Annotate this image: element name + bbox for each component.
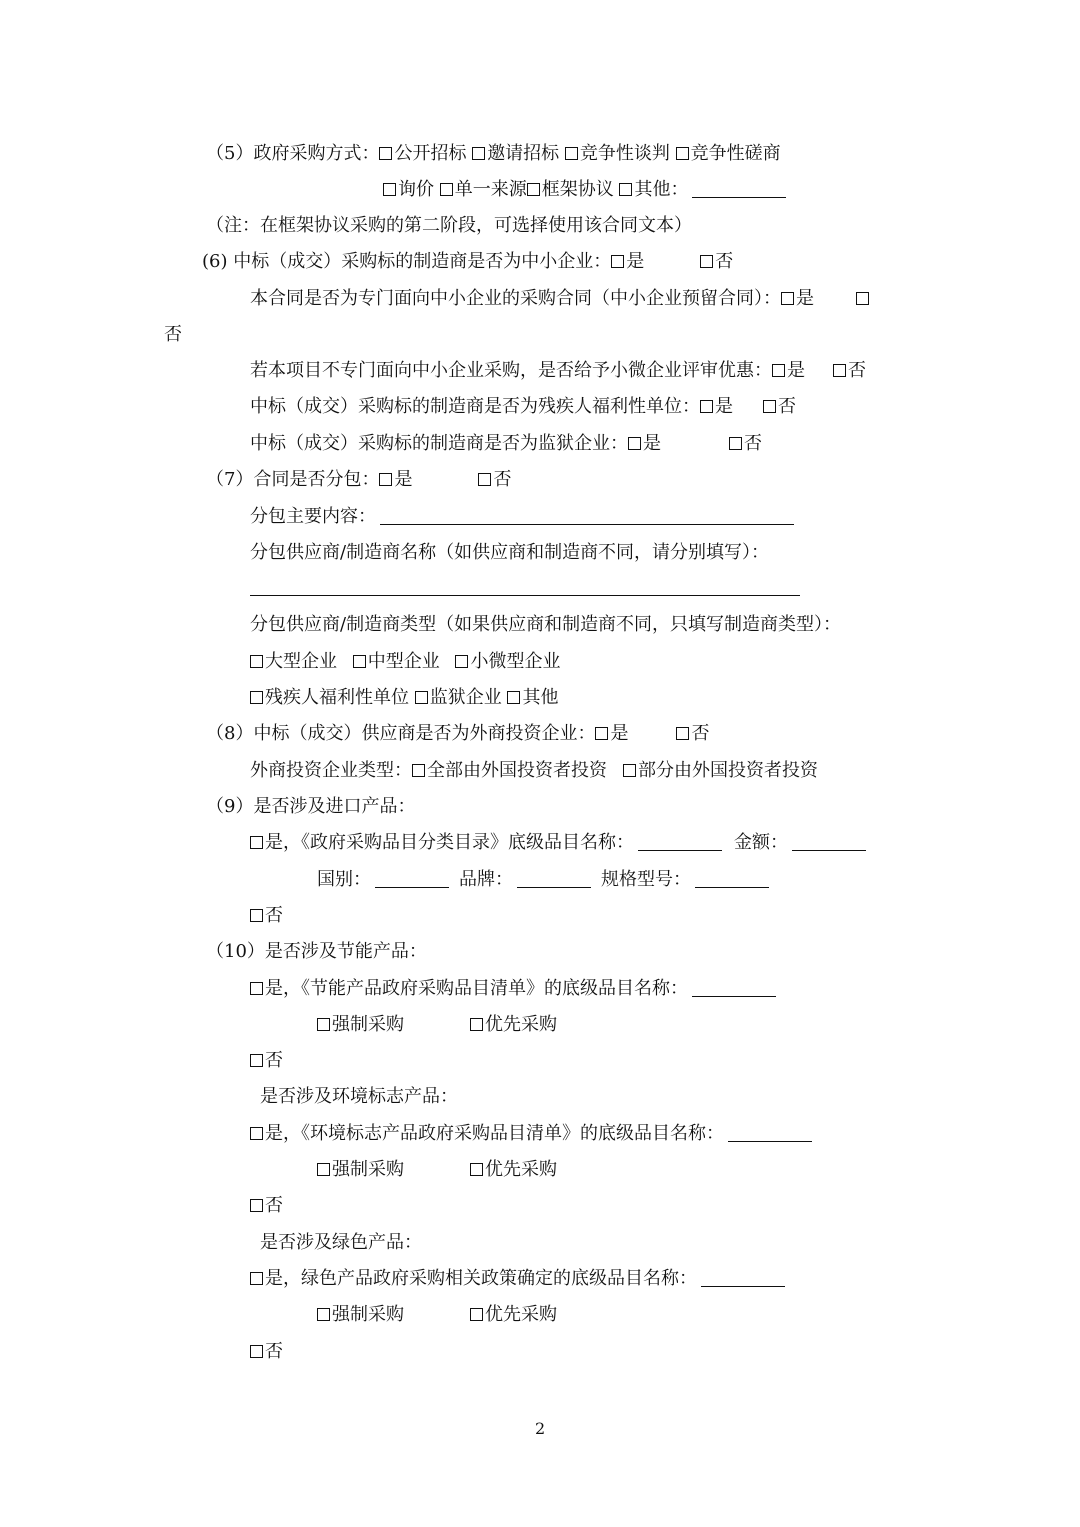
page-number: 2 (535, 1419, 546, 1438)
subcontract-question: （7）合同是否分包： 是 否 (206, 469, 512, 490)
small-micro-yes[interactable]: 是 (772, 359, 805, 383)
energy-item-blank[interactable] (692, 978, 776, 997)
option-open-tender[interactable]: 公开招标 (379, 142, 466, 166)
checkbox[interactable] (317, 1163, 330, 1176)
checkbox[interactable] (250, 1054, 263, 1067)
disabled-welfare-yes[interactable]: 是 (700, 395, 733, 419)
type-prison[interactable]: 监狱企业 (415, 686, 502, 710)
energy-no[interactable]: 否 (250, 1049, 283, 1073)
procurement-method-line-1 (206, 142, 781, 166)
sme-reserved-question: 本合同是否为专门面向中小企业的采购合同（中小企业预留合同）： 是 (250, 287, 871, 311)
checkbox[interactable] (628, 437, 641, 450)
checkbox[interactable] (317, 1018, 330, 1031)
foreign-type-partial[interactable]: 部分由外国投资者投资 (623, 759, 818, 783)
eco-label-yes-line: 是，《环境标志产品政府采购品目清单》的底级品目名称： (250, 1122, 812, 1146)
small-micro-no[interactable]: 否 (833, 359, 866, 383)
imported-detail-line: 国别： 品牌： 规格型号： (317, 868, 769, 892)
other-blank[interactable] (692, 179, 786, 198)
subcontract-content-line: 分包主要内容： (250, 505, 794, 529)
checkbox[interactable] (472, 147, 485, 160)
foreign-investment-type-line: 外商投资企业类型： 全部由外国投资者投资 部分由外国投资者投资 (250, 760, 818, 781)
imported-yes-line: 是，《政府采购品目分类目录》底级品目名称： 金额： (250, 831, 866, 855)
checkbox[interactable] (623, 764, 636, 777)
imported-yes-checkbox[interactable] (250, 836, 263, 849)
type-large[interactable]: 大型企业 (250, 650, 337, 674)
prison-enterprise-question: 中标（成交）采购标的制造商是否为监狱企业： 是 否 (250, 433, 762, 454)
country-blank[interactable] (375, 869, 449, 888)
foreign-yes[interactable]: 是 (595, 722, 628, 746)
eco-label-question: 是否涉及环境标志产品： (260, 1086, 458, 1107)
model-blank[interactable] (695, 869, 769, 888)
type-disabled-welfare[interactable]: 残疾人福利性单位 (250, 686, 409, 710)
checkbox[interactable] (470, 1018, 483, 1031)
sme-no[interactable]: 否 (700, 250, 733, 274)
framework-note: （注：在框架协议采购的第二阶段，可选择使用该合同文本） (206, 215, 692, 236)
green-item-blank[interactable] (701, 1268, 785, 1287)
checkbox[interactable] (763, 400, 776, 413)
energy-saving-mode-line (317, 1013, 557, 1037)
checkbox[interactable] (250, 655, 263, 668)
disabled-welfare-no[interactable]: 否 (763, 395, 796, 419)
foreign-investment-question: （8）中标（成交）供应商是否为外商投资企业： 是 否 (206, 723, 710, 744)
type-medium[interactable]: 中型企业 (353, 650, 440, 674)
energy-priority[interactable]: 优先采购 (470, 1013, 557, 1037)
sme-yes[interactable]: 是 (611, 250, 644, 274)
green-no[interactable]: 否 (250, 1340, 283, 1364)
foreign-no[interactable]: 否 (676, 722, 709, 746)
subcontractor-types-line-1 (250, 650, 560, 674)
green-mandatory[interactable]: 强制采购 (317, 1303, 404, 1327)
energy-yes-checkbox[interactable] (250, 982, 263, 995)
subcontract-no[interactable]: 否 (478, 468, 511, 492)
checkbox[interactable] (379, 147, 392, 160)
option-inquiry[interactable]: 询价 (383, 178, 434, 202)
checkbox[interactable] (440, 183, 453, 196)
checkbox[interactable] (700, 255, 713, 268)
sme-reserved-yes[interactable]: 是 (781, 287, 814, 311)
subcontractor-type-label: 分包供应商/制造商类型（如果供应商和制造商不同，只填写制造商类型）： (250, 614, 842, 635)
eco-priority[interactable]: 优先采购 (470, 1158, 557, 1182)
sme-question: (6) 中标（成交）采购标的制造商是否为中小企业： 是 否 (202, 251, 734, 272)
procurement-method-label: （5）政府采购方式： (206, 143, 380, 164)
prison-enterprise-yes[interactable]: 是 (628, 432, 661, 456)
green-product-mode-line (317, 1303, 557, 1327)
checkbox[interactable] (412, 764, 425, 777)
checkbox[interactable] (379, 473, 392, 486)
disabled-welfare-question: 中标（成交）采购标的制造商是否为残疾人福利性单位： 是 否 (250, 396, 796, 417)
type-other[interactable]: 其他 (507, 686, 558, 710)
checkbox[interactable] (470, 1308, 483, 1321)
green-product-yes-line: 是，绿色产品政府采购相关政策确定的底级品目名称： (250, 1267, 785, 1291)
option-competitive-negotiation[interactable]: 竞争性谈判 (565, 142, 670, 166)
amount-blank[interactable] (792, 832, 866, 851)
option-single-source[interactable]: 单一来源 (440, 178, 527, 202)
energy-mandatory[interactable]: 强制采购 (317, 1013, 404, 1037)
catalog-item-blank[interactable] (638, 832, 722, 851)
prison-enterprise-no[interactable]: 否 (729, 432, 762, 456)
subcontractor-types-line-2 (250, 686, 558, 710)
imported-product-question: （9）是否涉及进口产品： (206, 796, 416, 817)
eco-mandatory[interactable]: 强制采购 (317, 1158, 404, 1182)
foreign-type-full[interactable]: 全部由外国投资者投资 (412, 759, 607, 783)
sme-reserved-no-label: 否 (164, 324, 182, 345)
checkbox[interactable] (772, 364, 785, 377)
energy-saving-yes-line: 是，《节能产品政府采购品目清单》的底级品目名称： (250, 977, 776, 1001)
subcontract-yes[interactable]: 是 (379, 468, 412, 492)
checkbox[interactable] (250, 691, 263, 704)
checkbox[interactable] (507, 691, 520, 704)
option-other[interactable]: 其他： (619, 178, 688, 202)
option-framework-agreement[interactable]: 框架协议 (527, 178, 614, 202)
checkbox[interactable] (353, 655, 366, 668)
eco-item-blank[interactable] (728, 1123, 812, 1142)
checkbox[interactable] (470, 1163, 483, 1176)
subcontractor-name-label: 分包供应商/制造商名称（如供应商和制造商不同，请分别填写）： (250, 542, 770, 563)
checkbox[interactable] (317, 1308, 330, 1321)
checkbox[interactable] (478, 473, 491, 486)
green-yes-checkbox[interactable] (250, 1272, 263, 1285)
small-micro-preference-question: 若本项目不专门面向中小企业采购，是否给予小微企业评审优惠： 是 否 (250, 360, 866, 381)
energy-saving-question: （10）是否涉及节能产品： (206, 941, 427, 962)
imported-no[interactable]: 否 (250, 904, 283, 928)
checkbox[interactable] (527, 183, 540, 196)
option-competitive-consultation[interactable]: 竞争性磋商 (676, 142, 781, 166)
green-product-question: 是否涉及绿色产品： (260, 1232, 422, 1253)
checkbox[interactable] (250, 1345, 263, 1358)
procurement-method-line-2 (383, 178, 786, 202)
eco-label-mode-line (317, 1158, 557, 1182)
checkbox[interactable] (455, 655, 468, 668)
checkbox[interactable] (565, 147, 578, 160)
checkbox[interactable] (611, 255, 624, 268)
type-small-micro[interactable]: 小微型企业 (455, 650, 560, 674)
brand-blank[interactable] (517, 869, 591, 888)
sme-reserved-no-checkbox[interactable] (856, 292, 869, 305)
checkbox[interactable] (781, 292, 794, 305)
checkbox[interactable] (595, 727, 608, 740)
checkbox[interactable] (833, 364, 846, 377)
subcontractor-name-blank[interactable] (250, 595, 800, 596)
checkbox[interactable] (383, 183, 396, 196)
option-invited-tender[interactable]: 邀请招标 (472, 142, 559, 166)
checkbox[interactable] (676, 147, 689, 160)
checkbox[interactable] (700, 400, 713, 413)
checkbox[interactable] (619, 183, 632, 196)
eco-yes-checkbox[interactable] (250, 1127, 263, 1140)
checkbox[interactable] (250, 909, 263, 922)
checkbox[interactable] (676, 727, 689, 740)
checkbox[interactable] (415, 691, 428, 704)
eco-no[interactable]: 否 (250, 1194, 283, 1218)
subcontract-content-blank[interactable] (380, 506, 794, 525)
green-priority[interactable]: 优先采购 (470, 1303, 557, 1327)
checkbox[interactable] (250, 1199, 263, 1212)
checkbox[interactable] (729, 437, 742, 450)
